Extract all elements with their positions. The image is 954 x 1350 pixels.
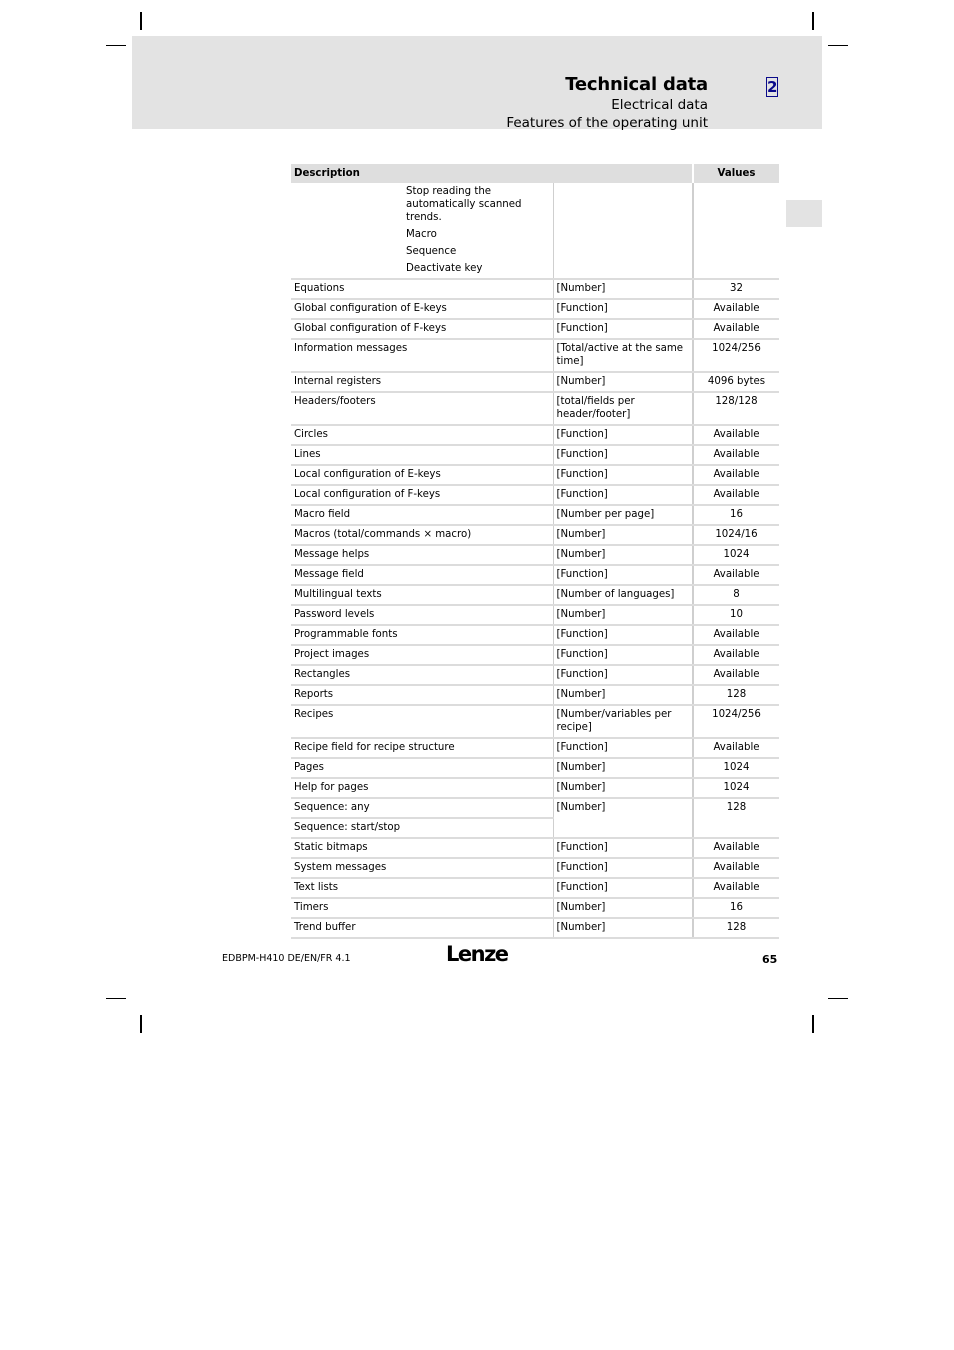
row-description: Macro field: [291, 505, 553, 525]
row-value: Available: [693, 625, 779, 645]
row-description: System messages: [291, 858, 553, 878]
table-row: [291, 445, 779, 465]
row-value: Available: [693, 445, 779, 465]
row-unit: [Number]: [553, 758, 693, 778]
row-description: Programmable fonts: [291, 625, 553, 645]
table-row: [291, 485, 779, 505]
row-value: 128: [693, 685, 779, 705]
row-value: 1024: [693, 545, 779, 565]
table-row: [291, 625, 779, 645]
row-unit: [Function]: [553, 645, 693, 665]
row-value: Available: [693, 738, 779, 758]
table-header-row: [291, 164, 779, 183]
row-unit: [Number]: [553, 798, 693, 838]
crop-mark: [828, 45, 848, 46]
crop-mark: [828, 998, 848, 999]
table-row: [291, 838, 779, 858]
row-unit: [Number]: [553, 545, 693, 565]
row-unit: [Function]: [553, 665, 693, 685]
row-value: Available: [693, 319, 779, 339]
table-row: [291, 605, 779, 625]
row-value: Available: [693, 645, 779, 665]
row-unit: [Function]: [553, 738, 693, 758]
crop-mark: [106, 998, 126, 999]
row-unit: [Function]: [553, 858, 693, 878]
row-description: Project images: [291, 645, 553, 665]
row-description: Lines: [291, 445, 553, 465]
row-value: 1024: [693, 758, 779, 778]
row-value: 8: [693, 585, 779, 605]
table-row: [291, 878, 779, 898]
row-unit: [Function]: [553, 445, 693, 465]
row-value: Available: [693, 485, 779, 505]
table-row: [291, 565, 779, 585]
row-unit: [Total/active at the same time]: [553, 339, 693, 372]
table-row: [291, 299, 779, 319]
row-description: Reports: [291, 685, 553, 705]
column-header-values: Values: [693, 164, 779, 183]
row-value: 16: [693, 898, 779, 918]
row-value: Available: [693, 299, 779, 319]
row-description: Pages: [291, 758, 553, 778]
table-row: [291, 585, 779, 605]
table-row: [291, 685, 779, 705]
row-description: Recipe field for recipe structure: [291, 738, 553, 758]
table-row: [291, 645, 779, 665]
table-row: [291, 425, 779, 445]
row-unit: [Number of languages]: [553, 585, 693, 605]
row-description: Macros (total/commands × macro): [291, 525, 553, 545]
row-unit: [Function]: [553, 838, 693, 858]
sub-item: Deactivate key: [403, 260, 553, 279]
table-row: [291, 758, 779, 778]
lenze-logo: Lenze: [446, 942, 508, 966]
row-unit: [Number]: [553, 525, 693, 545]
row-description: Headers/footers: [291, 392, 553, 425]
crop-mark: [812, 1015, 814, 1033]
row-value: 4096 bytes: [693, 372, 779, 392]
row-description: Message helps: [291, 545, 553, 565]
row-description: Message field: [291, 565, 553, 585]
table-row: [291, 465, 779, 485]
crop-mark: [140, 1015, 142, 1033]
row-value: Available: [693, 878, 779, 898]
row-unit: [Function]: [553, 625, 693, 645]
table-row: [291, 545, 779, 565]
table-row: [291, 705, 779, 738]
row-unit: [Number/variables per recipe]: [553, 705, 693, 738]
page-subtitle: Features of the operating unit: [506, 115, 708, 131]
row-unit: [Function]: [553, 319, 693, 339]
row-description: Sequence: start/stop: [291, 818, 553, 838]
table-row: [291, 339, 779, 372]
column-header-description: Description: [291, 164, 693, 183]
row-value: 10: [693, 605, 779, 625]
table-row: [291, 183, 779, 226]
row-description: Help for pages: [291, 778, 553, 798]
row-unit: [Number]: [553, 605, 693, 625]
row-description: Global configuration of F-keys: [291, 319, 553, 339]
row-description: Recipes: [291, 705, 553, 738]
row-description: Global configuration of E-keys: [291, 299, 553, 319]
table-row: [291, 738, 779, 758]
row-unit: [Function]: [553, 299, 693, 319]
row-description: Information messages: [291, 339, 553, 372]
row-unit: [Function]: [553, 465, 693, 485]
row-description: Sequence: any: [291, 798, 553, 818]
row-description: Local configuration of F-keys: [291, 485, 553, 505]
row-description: Password levels: [291, 605, 553, 625]
row-unit: [Function]: [553, 485, 693, 505]
table-row: [291, 778, 779, 798]
table-row: [291, 898, 779, 918]
row-value: Available: [693, 565, 779, 585]
crop-mark: [140, 12, 142, 30]
chapter-tab: [786, 200, 822, 227]
table-row: [291, 392, 779, 425]
page-header: [132, 36, 822, 129]
row-unit: [Number]: [553, 898, 693, 918]
row-value: 128/128: [693, 392, 779, 425]
document-id: EDBPM-H410 DE/EN/FR 4.1: [222, 953, 351, 964]
table-row: [291, 525, 779, 545]
row-value: 16: [693, 505, 779, 525]
row-value: 1024: [693, 778, 779, 798]
row-description: Rectangles: [291, 665, 553, 685]
chapter-number[interactable]: 2: [767, 78, 778, 96]
row-value: 128: [693, 918, 779, 938]
row-description: Static bitmaps: [291, 838, 553, 858]
sub-item: Sequence: [406, 246, 457, 257]
row-value: 1024/256: [693, 339, 779, 372]
page-subtitle: Electrical data: [611, 97, 708, 113]
page-title: Technical data: [565, 74, 708, 95]
row-value: 128: [693, 798, 779, 838]
row-description: Text lists: [291, 878, 553, 898]
features-table: [291, 164, 779, 939]
row-description: Multilingual texts: [291, 585, 553, 605]
row-description: Trend buffer: [291, 918, 553, 938]
sub-item: Stop reading the automatically scanned trends.: [406, 186, 522, 223]
row-unit: [Number]: [553, 778, 693, 798]
row-unit: [Number]: [553, 372, 693, 392]
row-value: 1024/256: [693, 705, 779, 738]
row-unit: [Function]: [553, 565, 693, 585]
row-value: Available: [693, 425, 779, 445]
table-row: [291, 505, 779, 525]
row-unit: [Number per page]: [553, 505, 693, 525]
row-value: Available: [693, 465, 779, 485]
crop-mark: [812, 12, 814, 30]
table-row: [291, 798, 779, 818]
table-row: [291, 858, 779, 878]
row-value: Available: [693, 838, 779, 858]
row-unit: [Number]: [553, 918, 693, 938]
row-unit: [total/fields per header/footer]: [553, 392, 693, 425]
page-number: 65: [762, 953, 778, 966]
row-value: 32: [693, 279, 779, 299]
row-description: Circles: [291, 425, 553, 445]
row-unit: [Function]: [553, 878, 693, 898]
table-row: [291, 918, 779, 938]
row-unit: [Number]: [553, 279, 693, 299]
row-description: Equations: [291, 279, 553, 299]
table-row: [291, 665, 779, 685]
row-unit: [Number]: [553, 685, 693, 705]
table-row: [291, 319, 779, 339]
row-value: Available: [693, 665, 779, 685]
row-description: Timers: [291, 898, 553, 918]
row-unit: [Function]: [553, 425, 693, 445]
row-value: Available: [693, 858, 779, 878]
row-value: 1024/16: [693, 525, 779, 545]
table-row: [291, 279, 779, 299]
crop-mark: [106, 45, 126, 46]
row-description: Local configuration of E-keys: [291, 465, 553, 485]
sub-item: Macro: [406, 229, 437, 240]
row-description: Internal registers: [291, 372, 553, 392]
table-row: [291, 372, 779, 392]
